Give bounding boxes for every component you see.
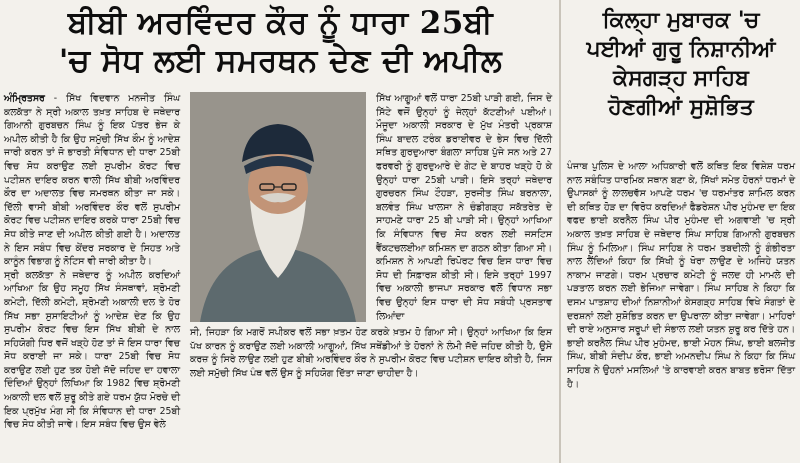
left-column-a	[4, 92, 180, 432]
portrait-photo	[190, 92, 366, 322]
column-divider	[559, 0, 561, 463]
left-article-columns	[4, 92, 554, 460]
right-headline-line-4: ਹੋਣਗੀਆਂ ਸੁਸ਼ੋਭਿਤ	[608, 94, 754, 120]
left-column-c: ਸਿੱਖ ਆਗੂਆਂ ਵਲੋਂ ਧਾਰਾ 25ਬੀ ਪਾੜੀ ਗਈ, ਜਿਸ ਦੇ ਸਿੱਟੇ ਵਜੋਂ ਉਨ੍ਹਾਂ ਨੂੰ ਜੇਲ੍ਹਾਂ ਕੱਟਣੀਆਂ ਪਈਆਂ। ਮੌਜੂਦਾ ਅਕਾਲੀ ਸਰਕਾਰ ਦੇ ਮੁੱਖ ਮੰਤਰੀ ਪ੍ਰਕਾਸ਼ ਸਿੰਘ ਬਾਦਲ ਟਰੰਕ ਡਰਾਈਵਰ ਦੇ ਭੇਸ ਵਿਚ ਦਿੱਲੀ ਸਥਿਤ ਗੁਰਦੁਆਰਾ ਬੰਗਲਾ ਸਾਹਿਬ ਪੁੱਜੇ ਸਨ ਅਤੇ 27 ਫਰਵਰੀ ਨੂੰ ਗੁਰਦੁਆਰੇ ਦੇ ਗੇਟ ਦੇ ਬਾਹਰ ਖੜ੍ਹੇ ਹੋ ਕੇ ਉਨ੍ਹਾਂ ਧਾਰਾ 25ਬੀ ਪਾੜੀ। ਇਸੇ ਤਰ੍ਹਾਂ ਜਥੇਦਾਰ ਗੁਰਚਰਨ ਸਿੰਘ ਟੌਹੜਾ, ਸੁਰਜੀਤ ਸਿੰਘ ਬਰਨਾਲਾ, ਬਲਵੰਤ ਸਿੰਘ ਖਾਲਸਾ ਨੇ ਚੰਡੀਗੜ੍ਹ ਸਕੱਤਰੇਤ ਦੇ ਸਾਹਮਣੇ ਧਾਰਾ 25 ਬੀ ਪਾੜੀ ਸੀ। ਉਨ੍ਹਾਂ ਆਖਿਆ ਕਿ ਸੰਵਿਧਾਨ ਵਿਚ ਸੋਧ ਕਰਨ ਲਈ ਜਸਟਿਸ ਵੈਂਕਟਚਲਈਆ ਕਮਿਸ਼ਨ ਦਾ ਗਠਨ ਕੀਤਾ ਗਿਆ ਸੀ। ਕਮਿਸ਼ਨ ਨੇ ਆਪਣੀ ਰਿਪੋਰਟ ਵਿਚ ਇਸ ਧਾਰਾ ਵਿਚ ਸੋਧ ਦੀ ਸਿਫ਼ਾਰਸ਼ ਕੀਤੀ ਸੀ। ਇਸੇ ਤਰ੍ਹਾਂ 1997 ਵਿਚ ਅਕਾਲੀ ਭਾਜਪਾ ਸਰਕਾਰ ਵਲੋਂ ਵਿਧਾਨ ਸਭਾ ਵਿਚ ਉਨ੍ਹਾਂ ਇਸ ਧਾਰਾ ਦੀ ਸੋਧ ਸਬੰਧੀ ਪ੍ਰਸਤਾਵ ਲਿਆਂਦਾ	[376, 93, 552, 322]
left-headline	[8, 4, 553, 80]
left-column-b-bottom: ਸੀ, ਜਿਹੜਾ ਕਿ ਮਗਰੋਂ ਸਪੀਕਰ ਵਲੋਂ ਸਭਾ ਖ਼ਤਮ ਹੋਣ ਕਰਕੇ ਖ਼ਤਮ ਹੋ ਗਿਆ ਸੀ। ਉਨ੍ਹਾਂ ਆਖਿਆ ਕਿ ਇਸ ਪੱਖ ਕਾਰਨ ਨੂੰ ਕਰਾਉਣ ਲਈ ਅਕਾਲੀ ਆਗੂਆਂ, ਸਿੱਖ ਸਥੇਂਡੀਆਂ ਤੇ ਹੋਰਨਾਂ ਨੇ ਲੰਮੀ ਜੱਦੋ ਜਹਿਦ ਕੀਤੀ ਹੈ, ਉਸੇ ਕਰਜ਼ ਨੂੰ ਸਿਰੇ ਲਾਉਣ ਲਈ ਹੁਣ ਬੀਬੀ ਅਰਵਿੰਦਰ ਕੌਰ ਨੇ ਸੁਪਰੀਮ ਕੋਰਟ ਵਿਚ ਪਟੀਸ਼ਨ ਦਾਇਰ ਕੀਤੀ ਹੈ, ਜਿਸ ਲਈ ਸਮੁੱਚੀ ਸਿੱਖ ਪੰਥ ਵਲੋਂ ਉਸ ਨੂੰ ਸਹਿਯੋਗ ਦਿੱਤਾ ਜਾਣਾ ਚਾਹੀਦਾ ਹੈ।	[190, 327, 552, 379]
portrait-illustration	[190, 92, 366, 322]
right-headline	[567, 6, 795, 122]
right-article	[563, 0, 798, 463]
left-headline-line-2: 'ਚ ਸੋਧ ਲਈ ਸਮਰਥਨ ਦੇਣ ਦੀ ਅਪੀਲ	[58, 43, 503, 79]
right-headline-line-3: ਕੇਸਗੜ੍ਹ ਸਾਹਿਬ	[613, 65, 749, 91]
left-col-a-para-2: ਸ੍ਰੀ ਕਲਕੱਤਾ ਨੇ ਜਥੇਦਾਰ ਨੂੰ ਅਪੀਲ ਕਰਦਿਆਂ ਆਖਿਆ ਕਿ ਉਹ ਸਮੂਹ ਸਿੱਖ ਸੰਸਥਾਵਾਂ, ਸ਼੍ਰੋਮਣੀ ਕਮੇਟੀ, ਦਿੱਲੀ ਕਮੇਟੀ, ਸ਼੍ਰੋਮਣੀ ਅਕਾਲੀ ਦਲ ਤੇ ਹੋਰ ਸਿੱਖ ਸਭਾ ਸੁਸਾਇਟੀਆਂ ਨੂੰ ਆਦੇਸ਼ ਦੇਣ ਕਿ ਉਹ ਸੁਪਰੀਮ ਕੋਰਟ ਵਿਚ ਇਸ ਸਿੱਖ ਬੀਬੀ ਦੇ ਨਾਲ ਸਹਿਯੋਗੀ ਧਿਰ ਵਜੋਂ ਖੜ੍ਹੇ ਹੋਣ ਤਾਂ ਜੋ ਇਸ ਧਾਰਾ ਵਿਚ ਸੋਧ ਕਰਾਈ ਜਾ ਸਕੇ। ਧਾਰਾ 25ਬੀ ਵਿਚ ਸੋਧ ਕਰਾਉਣ ਲਈ ਹੁਣ ਤਕ ਹੋਈ ਜੱਦੋ ਜਹਿਦ ਦਾ ਹਵਾਲਾ ਦਿੰਦਿਆਂ ਉਨ੍ਹਾਂ ਲਿਖਿਆ ਕਿ 1982 ਵਿਚ ਸ਼੍ਰੋਮਣੀ ਅਕਾਲੀ ਦਲ ਵਲੋਂ ਸ਼ੁਰੂ ਕੀਤੇ ਗਏ ਧਰਮ ਯੁੱਧ ਮੋਰਚੇ ਦੀ ਇਕ ਪ੍ਰਮੁੱਖ ਮੰਗ ਸੀ ਕਿ ਸੰਵਿਧਾਨ ਦੀ ਧਾਰਾ 25ਬੀ ਵਿਚ ਸੋਧ ਕੀਤੀ ਜਾਵੇ। ਇਸ ਸਬੰਧ ਵਿਚ ਉਸ ਵੇਲੇ	[4, 269, 180, 431]
left-headline-line-1: ਬੀਬੀ ਅਰਵਿੰਦਰ ਕੌਰ ਨੂੰ ਧਾਰਾ 25ਬੀ	[67, 5, 494, 41]
left-col-a-text: - ਸਿੱਖ ਵਿਦਵਾਨ ਮਨਜੀਤ ਸਿੰਘ ਕਲਕੱਤਾ ਨੇ ਸ੍ਰੀ ਅਕਾਲ ਤਖ਼ਤ ਸਾਹਿਬ ਦੇ ਜਥੇਦਾਰ ਗਿਆਨੀ ਗੁਰਬਚਨ ਸਿੰਘ ਨੂੰ ਇਕ ਪੱਤਰ ਭੇਜ ਕੇ ਅਪੀਲ ਕੀਤੀ ਹੈ ਕਿ ਉਹ ਸਮੁੱਚੀ ਸਿੱਖ ਕੌਮ ਨੂੰ ਆਦੇਸ਼ ਜਾਰੀ ਕਰਨ ਤਾਂ ਜੋ ਭਾਰਤੀ ਸੰਵਿਧਾਨ ਦੀ ਧਾਰਾ 25ਬੀ ਵਿਚ ਸੋਧ ਕਰਾਉਣ ਲਈ ਸੁਪਰੀਮ ਕੋਰਟ ਵਿਚ ਪਟੀਸ਼ਨ ਦਾਇਰ ਕਰਨ ਵਾਲੀ ਸਿੱਖ ਬੀਬੀ ਅਰਵਿੰਦਰ ਕੌਰ ਦਾ ਅਦਾਲਤ ਵਿਚ ਸਮਰਥਨ ਕੀਤਾ ਜਾ ਸਕੇ। ਦਿੱਲੀ ਵਾਸੀ ਬੀਬੀ ਅਰਵਿੰਦਰ ਕੌਰ ਵਲੋਂ ਸੁਪਰੀਮ ਕੋਰਟ ਵਿਚ ਪਟੀਸ਼ਨ ਦਾਇਰ ਕਰਕੇ ਧਾਰਾ 25ਬੀ ਵਿਚ ਸੋਧ ਕੀਤੇ ਜਾਣ ਦੀ ਅਪੀਲ ਕੀਤੀ ਗਈ ਹੈ। ਅਦਾਲਤ ਨੇ ਇਸ ਸਬੰਧ ਵਿਚ ਕੇਂਦਰ ਸਰਕਾਰ ਦੇ ਸਿਹਤ ਅਤੇ ਕਾਨੂੰਨ ਵਿਭਾਗ ਨੂੰ ਨੋਟਿਸ ਵੀ ਜਾਰੀ ਕੀਤਾ ਹੈ।	[4, 93, 180, 268]
right-article-body: ਪੰਜਾਬ ਪੁਲਿਸ ਦੇ ਆਲਾ ਅਧਿਕਾਰੀ ਵਲੋਂ ਕਥਿਤ ਇਕ ਵਿਸ਼ੇਸ਼ ਧਰਮ ਨਾਲ ਸਬੰਧਿਤ ਧਾਰਮਿਕ ਸਥਾਨ ਬਣਾ ਕੇ, ਸਿੱਖਾਂ ਸਮੇਤ ਹੋਰਨਾਂ ਧਰਮਾਂ ਦੇ ਉਪਾਸਕਾਂ ਨੂੰ ਲਾਲਚਵੱਸ ਆਪਣੇ ਧਰਮ 'ਚ ਧਰਮਾਂਤਰ ਸ਼ਾਮਿਲ ਕਰਨ ਦੀ ਕਥਿਤ ਹੋੜ ਦਾ ਵਿਰੋਧ ਕਰਦਿਆਂ ਫੈਡਰੇਸ਼ਨ ਪੀਰ ਮੁਹੰਮਦ ਦਾ ਇਕ ਵਫਦ ਭਾਈ ਕਰਨੈਲ ਸਿੰਘ ਪੀਰ ਮੁਹੰਮਦ ਦੀ ਅਗਵਾਈ 'ਚ ਸ੍ਰੀ ਅਕਾਲ ਤਖ਼ਤ ਸਾਹਿਬ ਦੇ ਜਥੇਦਾਰ ਸਿੰਘ ਸਾਹਿਬ ਗਿਆਨੀ ਗੁਰਬਚਨ ਸਿੰਘ ਨੂੰ ਮਿਲਿਆ। ਸਿੰਘ ਸਾਹਿਬ ਨੇ ਧਰਮ ਤਬਦੀਲੀ ਨੂੰ ਗੰਭੀਰਤਾ ਨਾਲ ਲੈਂਦਿਆਂ ਕਿਹਾ ਕਿ ਸਿੱਖੀ ਨੂੰ ਖੋਰਾ ਲਾਉਣ ਦੇ ਅਜਿਹੇ ਯਤਨ ਨਾਕਾਮ ਜਾਣਗੇ। ਧਰਮ ਪ੍ਰਚਾਰ ਕਮੇਟੀ ਨੂੰ ਜਲਦ ਹੀ ਮਾਮਲੇ ਦੀ ਪੜਤਾਲ ਕਰਨ ਲਈ ਭੇਜਿਆ ਜਾਵੇਗਾ। ਸਿੰਘ ਸਾਹਿਬ ਨੇ ਕਿਹਾ ਕਿ ਦਸਮ ਪਾਤਸ਼ਾਹ ਦੀਆਂ ਨਿਸ਼ਾਨੀਆਂ ਕੇਸਗੜ੍ਹ ਸਾਹਿਬ ਵਿਖੇ ਸੰਗਤਾਂ ਦੇ ਦਰਸ਼ਨਾਂ ਲਈ ਸੁਸ਼ੋਭਿਤ ਕਰਨ ਦਾ ਉਪਰਾਲਾ ਕੀਤਾ ਜਾਵੇਗਾ। ਮਾਹਿਰਾਂ ਦੀ ਰਾਏ ਅਨੁਸਾਰ ਸਰੂਪਾਂ ਦੀ ਸੰਭਾਲ ਲਈ ਯਤਨ ਸ਼ੁਰੂ ਕਰ ਦਿੱਤੇ ਹਨ। ਭਾਈ ਕਰਨੈਲ ਸਿੰਘ ਪੀਰ ਮੁਹੰਮਦ, ਭਾਈ ਮੋਹਨ ਸਿੰਘ, ਭਾਈ ਬਲਜੀਤ ਸਿੰਘ, ਬੀਬੀ ਸੰਦੀਪ ਕੌਰ, ਭਾਈ ਅਮਨਦੀਪ ਸਿੰਘ ਨੇ ਕਿਹਾ ਕਿ ਸਿੰਘ ਸਾਹਿਬ ਨੇ ਉਹਨਾਂ ਮਸਲਿਆਂ 'ਤੇ ਕਾਰਵਾਈ ਕਰਨ ਬਾਬਤ ਭਰੋਸਾ ਦਿੱਤਾ ਹੈ।	[567, 161, 795, 390]
dateline: ਅੰਮ੍ਰਿਤਸਰ	[4, 93, 45, 104]
left-col-a-para-1	[4, 92, 180, 269]
right-headline-line-1: ਕਿਲ੍ਹਾ ਮੁਬਾਰਕ 'ਚ	[602, 7, 760, 33]
right-headline-line-2: ਪਈਆਂ ਗੁਰੂ ਨਿਸ਼ਾਨੀਆਂ	[586, 36, 776, 62]
